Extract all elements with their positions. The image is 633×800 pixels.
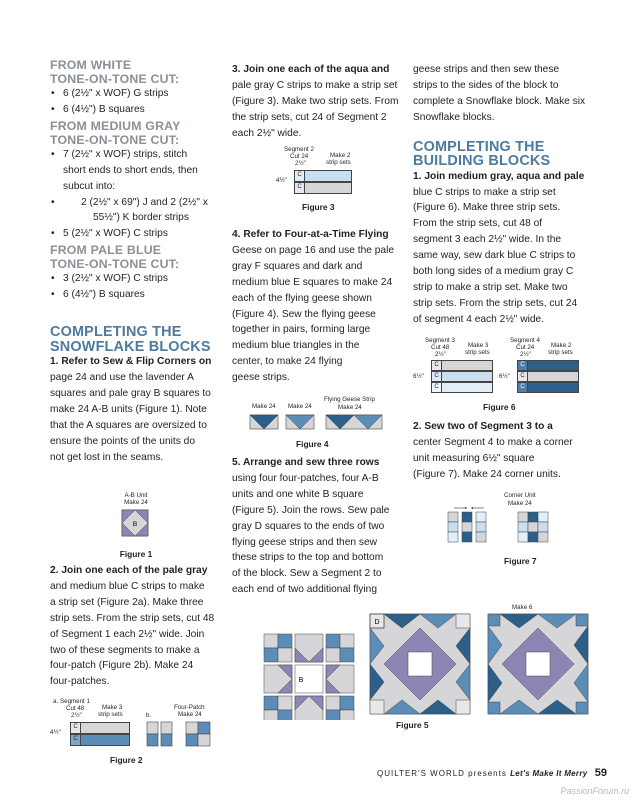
fig1-cell-label: B [132, 521, 138, 528]
fig6-seg3-strip: strip sets [465, 349, 490, 356]
fig6-seg4-cut: Cut 24 [516, 344, 535, 351]
figure-7 [440, 492, 570, 568]
fig2-cell-c1: C [70, 722, 81, 734]
step-5-continued: geese strips and then sew these strips to the sides of the block to complete a Snowflake block. Make six Snowflake blocks. [413, 64, 586, 123]
figure-3-caption: Figure 3 [302, 202, 335, 212]
fig6-s4-c1: C [517, 360, 528, 371]
column-2-lower [232, 455, 415, 598]
fig5-label-d: D [374, 619, 380, 626]
fig3-height: 4½" [276, 177, 287, 184]
column-1 [50, 58, 233, 465]
figure-4-caption: Figure 4 [296, 439, 329, 449]
fig3-width: 2½" [295, 160, 306, 167]
list-item: • 6 (2½" x WOF) G strips [50, 86, 233, 102]
figure-1 [96, 492, 176, 559]
paleblue-list [50, 271, 233, 303]
fig4-make-1: Make 24 [252, 403, 276, 410]
fig2-seg: Segment 1 [60, 698, 90, 705]
fig6-seg3-make: Make 3 [468, 342, 489, 349]
fig2-width: 2½" [71, 712, 82, 719]
footer-publication: QUILTER'S WORLD presents [377, 769, 507, 778]
list-item: • 3 (2½" x WOF) C strips [50, 271, 233, 287]
heading-white: FROM WHITE TONE-ON-TONE CUT: [50, 58, 180, 86]
medgray-list [50, 147, 233, 242]
fig6-height-1: 6½" [413, 373, 424, 380]
fig2-strip: strip sets [98, 711, 123, 718]
fig2-b-label: b. [146, 712, 152, 719]
fig6-seg3: Segment 3 [425, 337, 455, 344]
figure-2 [50, 698, 220, 768]
fig5-label-b: B [298, 677, 304, 684]
fig4-fg: Flying Geese Strip [324, 396, 375, 403]
figure-1-caption: Figure 1 [119, 549, 153, 559]
fig7-label: Corner Unit [504, 492, 536, 499]
step-5-text: 5. Arrange and sew three rows using four four-patches, four A-B units and one white B square (Figure 5). Join the rows. Sew pale gray D squares to the ends of two flying geese strips and then sew these strips to the top and bottom of the block. Sew a Segment 2 to each end of two additional flying [232, 457, 390, 596]
watermark: PassionForum.ru [560, 786, 629, 796]
fig6-seg4: Segment 4 [510, 337, 540, 344]
fig1-make: Make 24 [124, 499, 148, 506]
column-2-mid [232, 227, 415, 386]
heading-pale-blue: FROM PALE BLUE TONE-ON-TONE CUT: [50, 243, 180, 272]
fig2-a-label: a. [53, 698, 59, 705]
fig3-strip: strip sets [326, 159, 351, 166]
four-patch-diagram [146, 720, 220, 750]
fig7-make: Make 24 [508, 500, 532, 507]
fig2-fp-make: Make 24 [178, 711, 202, 718]
fig3-seg: Segment 2 [284, 146, 314, 153]
corner-unit-diagram [440, 504, 570, 548]
fig6-seg4-strip: strip sets [548, 349, 573, 356]
fig2-cut: Cut 48 [66, 705, 85, 712]
fig6-height-2: 6½" [499, 373, 510, 380]
fig6-seg3-w: 2½" [435, 351, 446, 358]
step-4-text: 4. Refer to Four-at-a-Time Flying Geese on page 16 and use the pale gray F squares and dark and medium blue E squares to make 24 each of the flying geese shown (Figure 4). Sew the flying geese together in pairs, forming large medium blue triangles in the center, to make 24 flying geese strips. [232, 229, 395, 384]
white-list [50, 86, 233, 118]
step-3-text: 3. Join one each of the aqua and pale gray C strips to make a strip set (Figure 3). Make two strip sets. From the strip sets, cut 24 of Segment 2 each 2½" wide. [232, 64, 399, 139]
fig6-s4-c2: C [517, 371, 528, 382]
column-3 [413, 62, 596, 328]
fig6-seg4-w: 2½" [520, 351, 531, 358]
footer-title: Let's Make It Merry [510, 769, 588, 778]
fig3-cut: Cut 24 [290, 153, 309, 160]
figure-6 [413, 337, 583, 415]
snowflake-block-diagram [262, 604, 602, 720]
ab-unit-diagram [96, 506, 176, 538]
list-item: • 5 (2½" x WOF) C strips [50, 226, 233, 242]
page-number: 59 [594, 767, 607, 779]
column-1-lower [50, 563, 233, 690]
fig4-make-2: Make 24 [288, 403, 312, 410]
figure-5 [262, 604, 602, 734]
fig6-seg3-cut: Cut 48 [431, 344, 450, 351]
figure-6-caption: Figure 6 [483, 402, 516, 412]
fig2-height: 4½" [50, 729, 61, 736]
heading-snowflake: COMPLETING THE SNOWFLAKE BLOCKS [50, 324, 211, 355]
fig3-cell-c1: C [294, 170, 305, 182]
figure-3 [272, 146, 382, 216]
fig2-cell-c2: C [70, 734, 81, 746]
fig1-label: A-B Unit [124, 492, 148, 499]
fig6-s4-c3: C [517, 382, 528, 393]
fig5-make: Make 6 [512, 604, 533, 611]
list-item: • 7 (2½" x WOF) strips, stitch short ends to short ends, then subcut into: [50, 147, 233, 195]
column-3-lower [413, 419, 596, 483]
figure-2-caption: Figure 2 [110, 755, 143, 765]
fig2-fp: Four-Patch [174, 704, 205, 711]
flying-geese-diagram [246, 413, 396, 433]
page-footer [377, 767, 607, 779]
building-step-1-text: 1. Join medium gray, aqua and pale blue C strips to make a strip set (Figure 6). Make three strip sets. From the strip sets, cut 48 of segment 3 each 2½" wide. In the same way, sew dark blue C strips to both long sides of a medium gray C strip to make a strip set. Make two strip sets. From the strip sets, cut 24 of segment 4 each 2½" wide. [413, 170, 585, 325]
list-item: • 6 (4½") B squares [50, 102, 233, 118]
fig3-make: Make 2 [330, 152, 351, 159]
heading-medium-gray: FROM MEDIUM GRAY TONE-ON-TONE CUT: [50, 118, 181, 147]
fig3-cell-c2: C [294, 182, 305, 194]
figure-7-caption: Figure 7 [504, 556, 537, 566]
building-step-2-text: 2. Sew two of Segment 3 to a center Segment 4 to make a corner unit measuring 6½" square (Figure 7). Make 24 corner units. [413, 421, 573, 480]
fig4-fg-make: Make 24 [338, 404, 362, 411]
step-1-text: 1. Refer to Sew & Flip Corners on page 24 and use the lavender A squares and pale gray B squares to make 24 A-B units (Figure 1). Note that the A squares are oversized to ensure the points of the units do not get lost in the seams. [50, 356, 212, 463]
fig6-seg4-make: Make 2 [551, 342, 572, 349]
figure-5-caption: Figure 5 [396, 720, 429, 730]
list-subitem: • 2 (2½" x 69") J and 2 (2½" x 55½") K border strips [50, 195, 233, 227]
figure-4 [246, 396, 396, 452]
step-2-text: 2. Join one each of the pale gray and medium blue C strips to make a strip set (Figure 2a). Make three strip sets. From the strip sets, cut 48 of Segment 1 each 2½" wide. Join two of these segments to make a four-patch (Figure 2b). Make 24 four-patches. [50, 565, 215, 688]
column-2 [232, 62, 415, 142]
fig2-make: Make 3 [102, 704, 123, 711]
fig6-s3-c2: C [431, 371, 442, 382]
fig6-s3-c3: C [431, 382, 442, 393]
heading-building: COMPLETING THE BUILDING BLOCKS [413, 138, 551, 170]
list-item: • 6 (4½") B squares [50, 287, 233, 303]
fig6-s3-c1: C [431, 360, 442, 371]
